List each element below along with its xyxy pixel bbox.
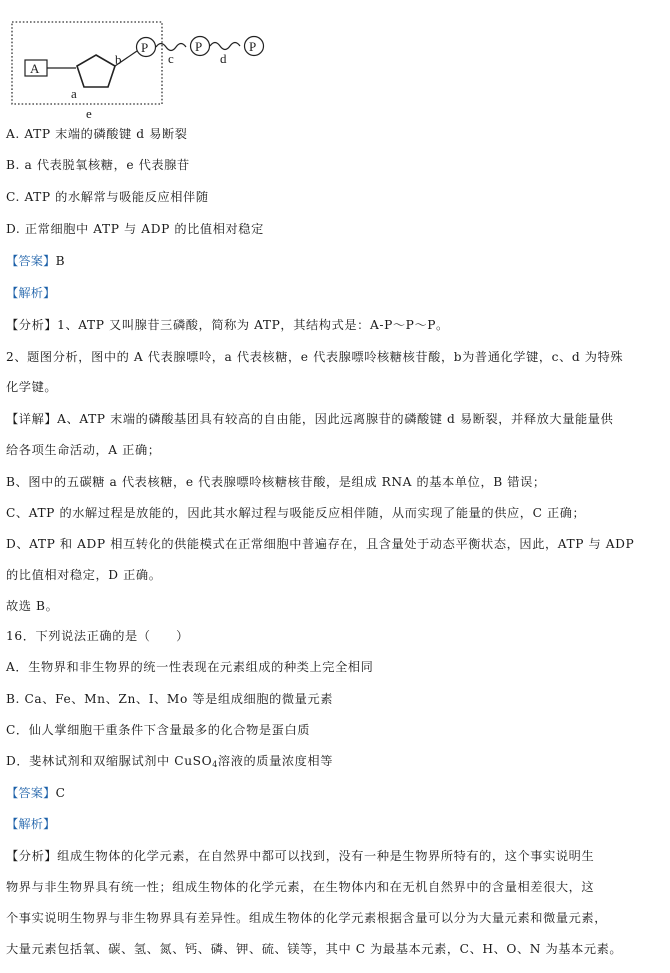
- high-energy-bond-d: [210, 43, 240, 50]
- q16-option-c: C．仙人掌细胞干重条件下含量最多的化合物是蛋白质: [6, 723, 311, 737]
- xiangjie-text: A、ATP 末端的磷酸基团具有较高的自由能，因此远离腺苷的磷酸键 d 易断裂，并释放大量能量供: [57, 412, 614, 426]
- phosphate-2-label: P: [195, 39, 203, 54]
- q15-xiangjie-c: C、ATP 的水解过程是放能的，因此其水解过程与吸能反应相伴随，从而实现了能量的供应，C 正确；: [6, 506, 586, 520]
- q15-option-b: B. a 代表脱氧核糖，e 代表腺苷: [6, 158, 190, 172]
- xiangjie-tag: 【详解】: [6, 412, 58, 426]
- q15-analysis-tag: 【解析】: [6, 286, 56, 300]
- label-e: e: [86, 106, 92, 121]
- q15-point2-line2: 化学键。: [6, 380, 58, 394]
- phosphate-3-label: P: [249, 39, 257, 54]
- adenine-label: A: [30, 61, 40, 76]
- q15-xiangjie-line1: [6, 411, 613, 427]
- fenxi-text: 1、ATP 又叫腺苷三磷酸，简称为 ATP，其结构式是：A-P～P～P。: [57, 318, 449, 332]
- q15-xiangjie-b: B、图中的五碳糖 a 代表核糖，e 代表腺嘌呤核糖核苷酸，是组成 RNA 的基本单位，B 错误；: [6, 475, 546, 489]
- answer-tag: 【答案】: [6, 254, 56, 268]
- label-a: a: [71, 86, 77, 101]
- ribose-pentagon: [77, 55, 115, 87]
- high-energy-bond-c: [156, 44, 186, 51]
- q15-xiangjie-line2: 给各项生命活动，A 正确；: [6, 443, 161, 457]
- q15-conclusion: 故选 B。: [6, 599, 59, 613]
- q16-fenxi-line2: 物界与非生物界具有统一性；组成生物体的化学元素，在生物体内和在无机自然界中的含量相差很大，这: [6, 880, 595, 894]
- q16-analysis-tag: 【解析】: [6, 817, 56, 831]
- q16-option-b: B. Ca、Fe、Mn、Zn、I、Mo 等是组成细胞的微量元素: [6, 692, 334, 706]
- q15-xiangjie-d-line2: 的比值相对稳定，D 正确。: [6, 568, 162, 582]
- q15-point2-line1: 2、题图分析，图中的 A 代表腺嘌呤，a 代表核糖，e 代表腺嘌呤核糖核苷酸，b为普通化学键，c、d 为特殊: [6, 350, 624, 364]
- q16-option-d-pre: D．斐林试剂和双缩脲试剂中 CuSO: [6, 754, 213, 768]
- label-b: b: [115, 52, 122, 67]
- q16-fenxi-line4: 大量元素包括氧、碳、氢、氮、钙、磷、钾、硫、镁等，其中 C 为最基本元素，C、H、O、N 为基本元素。: [6, 942, 623, 956]
- q15-option-d: D. 正常细胞中 ATP 与 ADP 的比值相对稳定: [6, 222, 264, 236]
- fenxi-tag: 【分析】: [6, 849, 58, 863]
- answer-value: B: [55, 254, 65, 268]
- q16-option-d-post: 溶液的质量浓度相等: [217, 754, 334, 768]
- q16-fenxi-line1: [6, 848, 594, 864]
- q16-option-d-sub: 4: [212, 760, 218, 769]
- label-d: d: [220, 51, 227, 66]
- q15-option-c: C. ATP 的水解常与吸能反应相伴随: [6, 190, 209, 204]
- q16-option-a: A．生物界和非生物界的统一性表现在元素组成的种类上完全相同: [6, 660, 374, 674]
- q15-option-a: A. ATP 末端的磷酸键 d 易断裂: [6, 127, 188, 141]
- q16-option-d: [6, 753, 333, 769]
- phosphate-1-label: P: [141, 40, 149, 55]
- fenxi-tag: 【分析】: [6, 318, 58, 332]
- q15-fenxi: [6, 317, 449, 333]
- answer-tag: 【答案】: [6, 786, 56, 800]
- q15-xiangjie-d-line1: D、ATP 和 ADP 相互转化的供能模式在正常细胞中普遍存在，且含量处于动态平衡状态，因此，ATP 与 ADP: [6, 537, 635, 551]
- q16-question: 16．下列说法正确的是（ ）: [6, 629, 189, 643]
- q16-answer: [6, 785, 65, 801]
- q15-answer: [6, 253, 65, 269]
- q16-fenxi-line3: 个事实说明生物界与非生物界具有差异性。组成生物体的化学元素根据含量可以分为大量元素和微量元素，: [6, 911, 608, 925]
- answer-value: C: [55, 786, 66, 800]
- label-c: c: [168, 51, 174, 66]
- atp-structure-diagram: [0, 0, 290, 122]
- fenxi-text: 组成生物体的化学元素，在自然界中都可以找到，没有一种是生物界所特有的，这个事实说明生: [57, 849, 595, 863]
